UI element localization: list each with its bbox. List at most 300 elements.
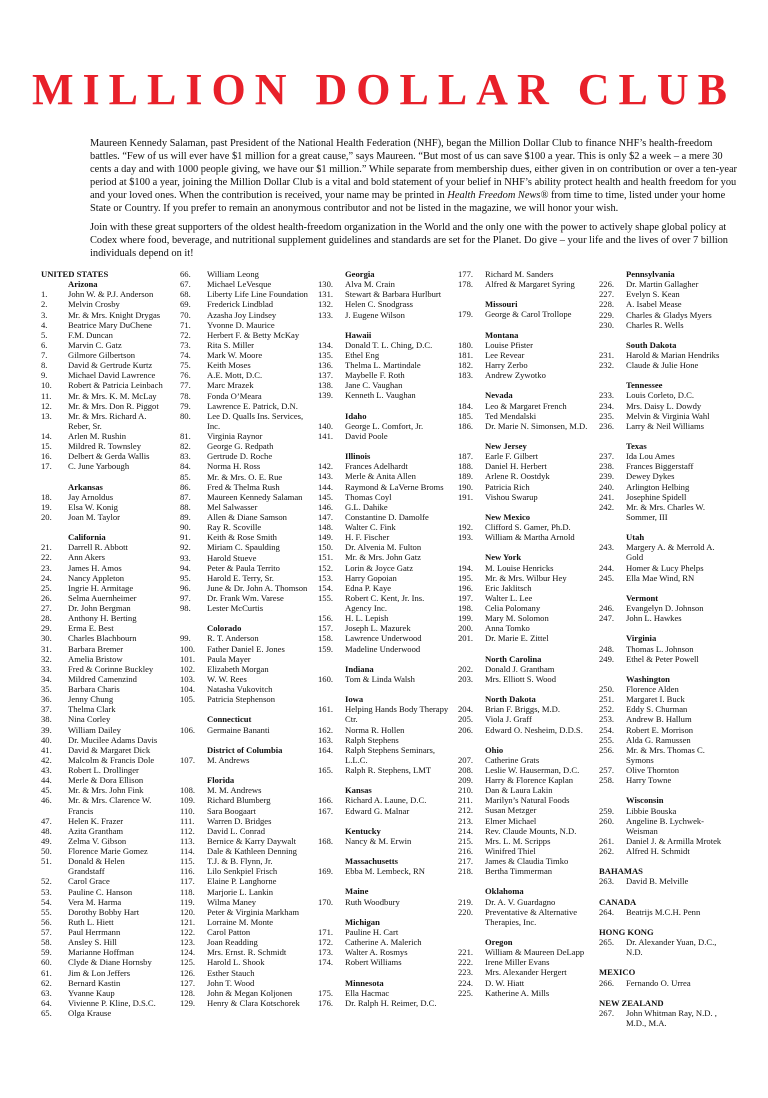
list-item: [180, 370, 313, 380]
list-item: [41, 623, 163, 633]
member-name: Edward G. Malnar: [345, 805, 410, 816]
list-item: [180, 391, 313, 401]
member-name: Lester McCurtis: [207, 603, 264, 614]
list-item: [180, 978, 313, 988]
member-name: Ebba M. Lembeck, RN: [345, 866, 425, 877]
member-name: Rev. Claude Mounts, N.D.: [485, 825, 577, 836]
section-heading: Wisconsin: [626, 795, 664, 806]
member-number: 160.: [318, 673, 334, 684]
list-item: [180, 502, 313, 512]
list-item: [458, 805, 588, 815]
list-item: [599, 320, 727, 330]
member-name: Larry & Neil Williams: [626, 420, 705, 431]
member-number: 188.: [458, 461, 474, 472]
member-name: M. Andrews: [207, 754, 250, 765]
member-number: 12.: [41, 400, 52, 411]
list-item: [180, 411, 313, 431]
member-number: 54.: [41, 896, 52, 907]
member-name: Delbert & Gerda Wallis: [68, 451, 150, 462]
list-item: [180, 836, 313, 846]
member-number: 236.: [599, 420, 615, 431]
member-name: Peter & Paula Territo: [207, 562, 280, 573]
member-number: 130.: [318, 279, 334, 290]
section-heading: CANADA: [599, 896, 637, 907]
member-number: 230.: [599, 319, 615, 330]
member-number: 27.: [41, 603, 52, 614]
member-number: 40.: [41, 734, 52, 745]
member-name: Dewey Dykes: [626, 471, 675, 482]
list-item: [41, 714, 163, 724]
member-name: Lee D. Qualls Ins. Services, Inc.: [207, 410, 304, 431]
member-number: 194.: [458, 562, 474, 573]
member-number: 193.: [458, 532, 474, 543]
member-name: Lawrence E. Patrick, D.N.: [207, 400, 298, 411]
member-name: Mr. & Mrs. John Gatz: [345, 552, 421, 563]
member-name: Ray R. Scoville: [207, 522, 262, 533]
member-number: 244.: [599, 562, 615, 573]
list-item: [41, 431, 163, 441]
list-item: [41, 492, 163, 502]
list-item: [458, 907, 588, 927]
member-number: 219.: [458, 896, 474, 907]
member-number: 237.: [599, 451, 615, 462]
list-item: [41, 633, 163, 643]
member-name: Jay Arnoldus: [68, 491, 114, 502]
list-item: [41, 603, 163, 613]
list-item: [599, 411, 727, 421]
member-number: 115.: [180, 856, 195, 867]
member-number: 16.: [41, 451, 52, 462]
member-name: Vishou Swarup: [485, 491, 538, 502]
member-number: 224.: [458, 977, 474, 988]
member-name: Marianne Hoffman: [68, 947, 134, 958]
section-heading: UNITED STATES: [41, 269, 109, 279]
list-item: [318, 370, 450, 380]
member-number: 158.: [318, 633, 334, 644]
list-item: [458, 957, 588, 967]
member-name: Marc Mrazek: [207, 380, 254, 391]
member-number: 252.: [599, 704, 615, 715]
list-item: [180, 684, 313, 694]
list-item: [599, 279, 727, 289]
list-item: [180, 553, 313, 563]
list-item: [180, 795, 313, 805]
member-name: Andrew B. Hallum: [626, 714, 692, 725]
member-number: 67.: [180, 279, 191, 290]
member-number: 43.: [41, 765, 52, 776]
member-number: 38.: [41, 714, 52, 725]
list-item: [41, 573, 163, 583]
list-item: [41, 785, 163, 795]
list-item: [599, 573, 727, 583]
member-name: Charles R. Wells: [626, 319, 684, 330]
list-item: [599, 806, 727, 816]
list-item: [599, 846, 727, 856]
member-name: Alfred & Margaret Syring: [485, 279, 575, 290]
member-number: 227.: [599, 289, 615, 300]
member-name: Madeline Underwood: [345, 643, 421, 654]
member-number: 33.: [41, 663, 52, 674]
member-number: 97.: [180, 593, 191, 603]
member-number: 206.: [458, 724, 474, 735]
member-number: 108.: [180, 785, 196, 796]
member-name: James H. Amos: [68, 562, 122, 573]
list-item: [458, 340, 588, 350]
list-item: [599, 492, 727, 502]
member-name: Olga Krause: [68, 1008, 112, 1019]
list-item: [458, 795, 588, 805]
list-item: [180, 694, 313, 704]
member-number: 88.: [180, 501, 191, 512]
list-item: [458, 897, 588, 907]
member-name: Louis Corleto, D.C.: [626, 390, 695, 401]
member-name: G.L. Dahike: [345, 501, 388, 512]
list-item: [180, 856, 313, 866]
list-item: [180, 482, 313, 492]
member-number: 141.: [318, 430, 334, 441]
member-name: Mr. & Mrs. Don R. Piggot: [68, 400, 159, 411]
list-item: [180, 846, 313, 856]
member-name: Arlene R. Oostdyk: [485, 471, 550, 482]
list-item: [318, 866, 450, 876]
member-name: Arlington Helbing: [626, 481, 690, 492]
member-number: 238.: [599, 461, 615, 472]
member-name: Mary M. Solomon: [485, 613, 549, 624]
list-item: [458, 633, 588, 643]
member-number: 78.: [180, 390, 191, 401]
list-item: [41, 988, 163, 998]
member-name: Winifred Thiel: [485, 845, 536, 856]
member-name: Donald & Helen Grandstaff: [68, 856, 125, 877]
list-item: [458, 755, 588, 765]
member-name: H. L. Lepish: [345, 613, 389, 624]
list-item: [41, 441, 163, 451]
list-item: [41, 947, 163, 957]
member-number: 39.: [41, 724, 52, 735]
member-name: Lawrence Underwood: [345, 633, 422, 644]
member-name: Mr. & Mrs. O. E. Rue: [207, 471, 283, 482]
member-name: Pauline H. Cart: [345, 926, 399, 937]
member-name: Eddy S. Churman: [626, 704, 688, 715]
member-number: 105.: [180, 694, 196, 705]
member-number: 100.: [180, 643, 196, 654]
list-item: [41, 856, 163, 876]
section-heading: Pennsylvania: [626, 269, 675, 279]
member-number: 257.: [599, 765, 615, 776]
list-item: [458, 978, 588, 988]
member-name: Carol Patton: [207, 927, 251, 938]
member-number: 164.: [318, 744, 334, 755]
member-name: Marvin C. Gatz: [68, 339, 122, 350]
list-item: [458, 451, 588, 461]
member-name: Walter L. Lee: [485, 592, 533, 603]
intro-text: [90, 138, 738, 268]
member-number: 84.: [180, 461, 191, 472]
member-name: Ralph Stephens: [345, 734, 399, 745]
intro-paragraph-1: Maureen Kennedy Salaman, past President of the National Health Federation (NHF), began the Million Dollar Club to finance NHF’s health-freedom battles. “Few of us will ever have $1 million for a great cause,” says Maureen. “But most of us can save $100 a year. This is only $2 a week – a mere 30 cents a day and with 1000 people giving, we have our $1 million.” While separate from membership dues, either given in on contribution or over a ten-year period at $100 a year, joining the Million Dollar Club is a vital and bold statement of your belief in NHF’s ability protect health and health freedom for you and your loved ones. When the contribution is received, your name may be printed in Health Freedom News® from time to time, listed under your home State or Country. If you prefer to remain an anonymous contributor and not be listed in the magazine, we will honor your wish.: [90, 138, 738, 214]
member-name: Charles Blachbourn: [68, 633, 137, 644]
member-number: 110.: [180, 805, 195, 816]
member-name: Brian F. Briggs, M.D.: [485, 704, 560, 715]
member-number: 114.: [180, 846, 195, 857]
member-name: Irene Miller Evans: [485, 957, 550, 968]
member-number: 49.: [41, 835, 52, 846]
member-name: Daniel H. Herbert: [485, 461, 547, 472]
section-heading: Maine: [345, 886, 369, 897]
member-name: Jane C. Vaughan: [345, 380, 403, 391]
list-item: [599, 816, 727, 836]
member-name: Elaine P. Langhorne: [207, 876, 277, 887]
member-name: Dr. Marie E. Zittel: [485, 633, 549, 644]
list-item: [318, 633, 450, 643]
member-number: 125.: [180, 957, 196, 968]
list-item: [41, 735, 163, 745]
member-name: Ruth L. Hiett: [68, 916, 114, 927]
member-number: 8.: [41, 360, 48, 371]
member-number: 159.: [318, 643, 334, 654]
member-name: Viola J. Graff: [485, 714, 532, 725]
member-name: Stewart & Barbara Hurlburt: [345, 289, 442, 300]
member-name: Catherine Grats: [485, 754, 540, 765]
list-item: [318, 350, 450, 360]
member-number: 102.: [180, 663, 196, 674]
member-name: Evangelyn D. Johnson: [626, 603, 704, 614]
list-item: [180, 755, 313, 765]
member-number: 183.: [458, 370, 474, 381]
list-item: [458, 583, 588, 593]
member-number: 208.: [458, 764, 474, 775]
list-item: [599, 421, 727, 431]
list-item: [41, 755, 163, 765]
list-item: [41, 846, 163, 856]
member-name: Dr. Alexander Yuan, D.C., N.D.: [626, 937, 717, 958]
list-item: [41, 644, 163, 654]
member-number: 2.: [41, 299, 48, 310]
member-name: Edward O. Nesheim, D.D.S.: [485, 724, 583, 735]
member-number: 138.: [318, 380, 334, 391]
section-heading: Washington: [626, 673, 670, 684]
member-number: 76.: [180, 370, 191, 381]
member-name: Thomas L. Johnson: [626, 643, 694, 654]
member-name: Anna Tomko: [485, 623, 530, 634]
member-number: 191.: [458, 491, 474, 502]
member-number: 92.: [180, 542, 191, 553]
member-number: 22.: [41, 552, 52, 563]
list-item: [458, 816, 588, 826]
list-item: [599, 310, 727, 320]
member-number: 109.: [180, 795, 196, 806]
member-number: 240.: [599, 481, 615, 492]
member-number: 205.: [458, 714, 474, 725]
member-number: 142.: [318, 461, 334, 472]
member-number: 24.: [41, 572, 52, 583]
list-item: [599, 289, 727, 299]
member-number: 56.: [41, 916, 52, 927]
list-item: [318, 563, 450, 573]
section-heading: Oklahoma: [485, 886, 524, 897]
member-name: Allen & Diane Samson: [207, 512, 287, 522]
member-number: 35.: [41, 684, 52, 695]
member-name: David Poole: [345, 430, 388, 441]
member-name: R. T. Anderson: [207, 633, 259, 644]
member-name: Vera M. Harma: [68, 896, 122, 907]
section-heading: Virginia: [626, 633, 657, 644]
member-number: 201.: [458, 633, 474, 644]
list-item: [318, 340, 450, 350]
list-item: [599, 978, 727, 988]
member-number: 95.: [180, 572, 191, 583]
member-name: Harry Towne: [626, 775, 672, 786]
member-number: 70.: [180, 309, 191, 320]
list-item: [458, 623, 588, 633]
list-item: [458, 775, 588, 785]
member-number: 90.: [180, 522, 191, 533]
member-number: 135.: [318, 349, 334, 360]
member-name: Ella Mae Wind, RN: [626, 572, 695, 583]
member-number: 15.: [41, 441, 52, 452]
list-item: [41, 461, 163, 471]
list-item: [41, 775, 163, 785]
member-number: 264.: [599, 906, 615, 917]
member-name: Richard Blumberg: [207, 795, 271, 806]
list-item: [318, 502, 450, 512]
section-heading: Missouri: [485, 299, 518, 310]
member-number: 94.: [180, 562, 191, 573]
member-number: 243.: [599, 542, 615, 553]
section-heading: Kentucky: [345, 825, 381, 836]
member-number: 66.: [180, 269, 191, 279]
member-number: 101.: [180, 653, 196, 664]
list-item: [318, 380, 450, 390]
list-item: [318, 623, 450, 633]
member-name: Frances Biggerstaff: [626, 461, 694, 472]
list-column-4: [458, 269, 588, 998]
list-item: [458, 573, 588, 583]
list-item: [599, 360, 727, 370]
member-number: 173.: [318, 947, 334, 958]
list-item: [458, 826, 588, 836]
list-item: [599, 461, 727, 471]
member-number: 265.: [599, 937, 615, 948]
list-item: [41, 583, 163, 593]
member-name: Arlen M. Rushin: [68, 431, 127, 441]
member-name: Barbara Charis: [68, 684, 120, 695]
list-item: [41, 310, 163, 320]
member-name: Dr. A. V. Guardagno: [485, 896, 556, 907]
member-number: 189.: [458, 471, 474, 482]
list-item: [180, 937, 313, 947]
section-heading: Arkansas: [68, 481, 103, 492]
member-number: 50.: [41, 846, 52, 857]
list-item: [180, 644, 313, 654]
member-name: William & Maureen DeLapp: [485, 947, 585, 958]
list-item: [41, 593, 163, 603]
member-number: 30.: [41, 633, 52, 644]
member-name: Mildred Camenzind: [68, 673, 137, 684]
member-number: 116.: [180, 866, 195, 877]
list-item: [599, 704, 727, 714]
member-name: Nina Corley: [68, 714, 111, 725]
section-heading: Iowa: [345, 694, 364, 705]
member-number: 31.: [41, 643, 52, 654]
member-number: 165.: [318, 765, 334, 776]
member-number: 239.: [599, 471, 615, 482]
member-name: Selma Auernheimer: [68, 592, 137, 603]
member-number: 215.: [458, 835, 474, 846]
member-number: 42.: [41, 754, 52, 765]
section-heading: District of Columbia: [207, 744, 283, 755]
section-heading: New York: [485, 552, 522, 563]
member-number: 261.: [599, 835, 615, 846]
member-name: Mr. & Mrs. Knight Drygas: [68, 309, 161, 320]
member-number: 246.: [599, 603, 615, 614]
member-number: 87.: [180, 491, 191, 502]
list-item: [458, 532, 588, 542]
list-item: [41, 897, 163, 907]
member-name: T.J. & B. Flynn, Jr.: [207, 856, 273, 867]
member-number: 172.: [318, 937, 334, 948]
member-number: 178.: [458, 279, 474, 290]
list-item: [318, 593, 450, 613]
member-name: Robert & Patricia Leinbach: [68, 380, 163, 391]
list-item: [180, 289, 313, 299]
member-name: Mr. & Mrs. Charles W. Sommer, III: [626, 501, 706, 522]
member-name: Miriam C. Spaulding: [207, 542, 280, 553]
list-item: [318, 532, 450, 542]
list-item: [599, 542, 727, 562]
member-number: 13.: [41, 410, 52, 421]
member-name: Robert E. Morrison: [626, 724, 694, 735]
member-name: Bertha Timmerman: [485, 866, 553, 877]
member-number: 59.: [41, 947, 52, 958]
list-item: [318, 735, 450, 745]
section-heading: Connecticut: [207, 714, 252, 725]
member-name: David & Margaret Dick: [68, 744, 151, 755]
section-heading: BAHAMAS: [599, 866, 643, 877]
member-name: Harry Gopoian: [345, 572, 397, 583]
list-item: [41, 745, 163, 755]
list-item: [41, 694, 163, 704]
member-number: 112.: [180, 825, 195, 836]
member-number: 204.: [458, 704, 474, 715]
list-item: [180, 674, 313, 684]
section-heading: Arizona: [68, 279, 98, 290]
list-item: [599, 714, 727, 724]
list-item: [41, 674, 163, 684]
member-name: Susan Metzger: [485, 805, 537, 816]
list-item: [180, 725, 313, 735]
member-name: Mrs. Daisy L. Dowdy: [626, 400, 702, 411]
list-item: [458, 725, 588, 735]
section-heading: Indiana: [345, 663, 374, 674]
list-item: [599, 684, 727, 694]
list-item: [41, 360, 163, 370]
list-item: [599, 350, 727, 360]
member-name: Richard A. Laune, D.C.: [345, 795, 427, 806]
list-item: [180, 664, 313, 674]
member-name: Mr. & Mrs. Clarence W. Francis: [68, 795, 152, 816]
member-name: Ethel & Peter Powell: [626, 653, 699, 664]
list-item: [41, 968, 163, 978]
member-number: 52.: [41, 876, 52, 887]
member-name: Robert C. Kent, Jr. Ins. Agency Inc.: [345, 592, 425, 614]
list-item: [599, 644, 727, 654]
list-item: [458, 967, 588, 977]
member-number: 133.: [318, 309, 334, 320]
member-name: Paul Herrmann: [68, 927, 121, 938]
list-item: [458, 714, 588, 724]
member-name: Gertrude D. Roche: [207, 451, 273, 462]
